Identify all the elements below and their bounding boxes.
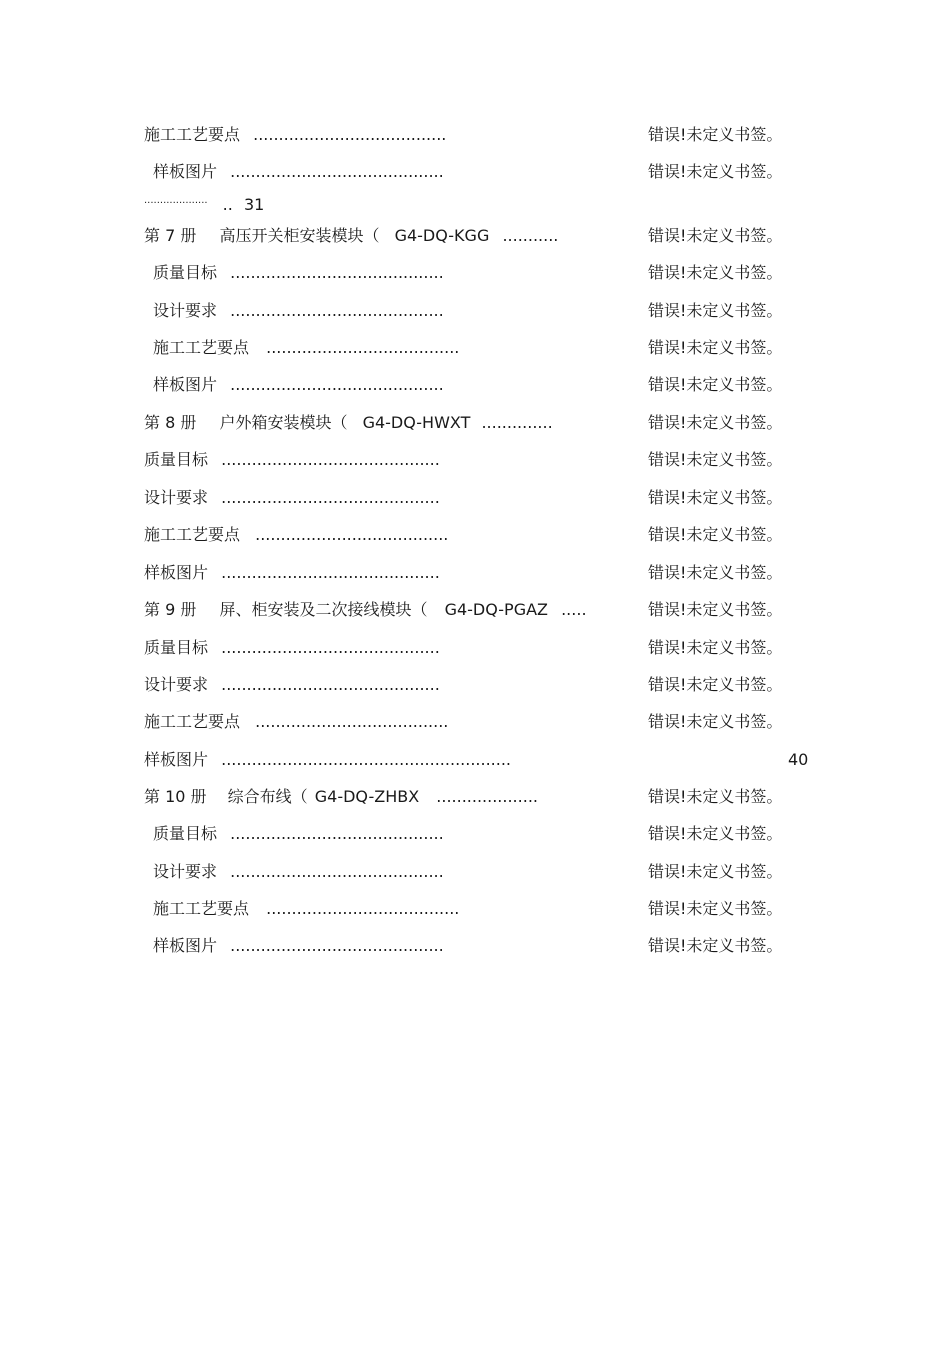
toc-entry-title: 样板图片: [153, 375, 218, 394]
toc-page-ref: 错误!未定义书签。: [648, 263, 783, 282]
toc-entry-title: 设计要求: [144, 675, 209, 694]
toc-page-number: 31: [243, 195, 265, 214]
toc-entry[interactable]: [0, 710, 950, 734]
toc-page-ref: 错误!未定义书签。: [648, 787, 783, 806]
toc-entry[interactable]: [0, 373, 950, 397]
toc-page-ref: 错误!未定义书签。: [648, 450, 783, 469]
toc-page-ref: 错误!未定义书签。: [648, 600, 783, 619]
toc-entry[interactable]: [0, 822, 950, 846]
toc-leader-dots: ......................................: [266, 899, 460, 918]
toc-leader-dots: ....................: [436, 787, 538, 806]
toc-entry[interactable]: [0, 523, 950, 547]
toc-leader-dots: ..........................................: [230, 375, 444, 394]
toc-entry-title: 施工工艺要点: [153, 338, 250, 357]
toc-page-ref: 错误!未定义书签。: [648, 862, 783, 881]
toc-page-ref: 错误!未定义书签。: [648, 899, 783, 918]
toc-entry-volume-10[interactable]: [0, 785, 950, 809]
toc-page-ref: 错误!未定义书签。: [648, 301, 783, 320]
toc-entry[interactable]: [0, 486, 950, 510]
toc-page-ref: 错误!未定义书签。: [648, 712, 783, 731]
toc-leader-dots: ..........................................: [230, 263, 444, 282]
toc-entry-title: 屏、柜安装及二次接线模块（: [219, 600, 428, 619]
toc-entry-volume-9[interactable]: [0, 598, 950, 622]
toc-page-ref: 错误!未定义书签。: [648, 525, 783, 544]
toc-page-ref: 错误!未定义书签。: [648, 824, 783, 843]
toc-leader-dots: ......................................: [266, 338, 460, 357]
toc-entry-title: 户外箱安装模块（: [219, 413, 348, 432]
toc-page-ref: 错误!未定义书签。: [648, 162, 783, 181]
toc-entry-title: 设计要求: [153, 862, 218, 881]
toc-entry[interactable]: [0, 673, 950, 697]
toc-leader-dots: ..........................................: [230, 862, 444, 881]
toc-entry[interactable]: [0, 123, 950, 147]
toc-entry-title: 设计要求: [153, 301, 218, 320]
toc-module-code: G4-DQ-HWXT: [362, 413, 471, 432]
toc-page-ref: 错误!未定义书签。: [648, 226, 783, 245]
toc-entry[interactable]: [0, 160, 950, 184]
toc-entry-title: 质量目标: [153, 824, 218, 843]
toc-entry[interactable]: [0, 299, 950, 323]
toc-entry-title: 样板图片: [144, 563, 209, 582]
toc-entry[interactable]: [0, 860, 950, 884]
toc-page-ref: 错误!未定义书签。: [648, 638, 783, 657]
toc-entry-volume-8[interactable]: [0, 411, 950, 435]
toc-entry-title: 设计要求: [144, 488, 209, 507]
toc-entry-title: 施工工艺要点: [144, 712, 241, 731]
toc-leader-dots: ...........................................: [221, 563, 440, 582]
toc-leader-dots: ...........: [502, 226, 559, 245]
toc-leader-dots: .........................................................: [221, 750, 512, 769]
toc-entry-title: 质量目标: [144, 450, 209, 469]
toc-entry-title: 综合布线（: [227, 787, 308, 806]
toc-entry-volume-7[interactable]: [0, 224, 950, 248]
toc-page-ref: 错误!未定义书签。: [648, 675, 783, 694]
toc-leader-dots: ....................: [144, 195, 208, 206]
toc-volume-prefix: 第 9 册: [144, 600, 197, 619]
toc-leader-dots: .....: [561, 600, 587, 619]
toc-leader-dots: ..........................................: [230, 162, 444, 181]
toc-leader-dots: ...........................................: [221, 675, 440, 694]
toc-leader-dots: ......................................: [255, 525, 449, 544]
toc-entry-title: 样板图片: [153, 162, 218, 181]
toc-leader-dots: ......................................: [255, 712, 449, 731]
toc-leader-dots: ...........................................: [221, 450, 440, 469]
toc-volume-prefix: 第 7 册: [144, 226, 197, 245]
toc-leader-dots: ..............: [481, 413, 553, 432]
toc-entry-title: 高压开关柜安装模块（: [219, 226, 380, 245]
toc-entry-title: 施工工艺要点: [144, 525, 241, 544]
toc-entry[interactable]: [0, 336, 950, 360]
toc-page-ref: 错误!未定义书签。: [648, 125, 783, 144]
toc-page-ref: 错误!未定义书签。: [648, 413, 783, 432]
toc-entry-title: 样板图片: [153, 936, 218, 955]
toc-entry[interactable]: [0, 636, 950, 660]
toc-leader-dots: ..: [222, 195, 233, 214]
toc-entry-title: 样板图片: [144, 750, 209, 769]
toc-entry[interactable]: [0, 261, 950, 285]
toc-entry-title: 施工工艺要点: [153, 899, 250, 918]
toc-volume-prefix: 第 10 册: [144, 787, 207, 806]
toc-leader-dots: ..........................................: [230, 824, 444, 843]
toc-leader-dots: ..........................................: [230, 936, 444, 955]
toc-leader-dots: ...........................................: [221, 638, 440, 657]
toc-module-code: G4-DQ-ZHBX: [314, 787, 420, 806]
toc-entry[interactable]: [0, 897, 950, 921]
toc-module-code: G4-DQ-PGAZ: [444, 600, 548, 619]
toc-page-ref: 错误!未定义书签。: [648, 563, 783, 582]
toc-entry-title: 质量目标: [144, 638, 209, 657]
toc-entry[interactable]: [0, 561, 950, 585]
toc-entry[interactable]: [0, 193, 950, 217]
toc-leader-dots: ......................................: [253, 125, 447, 144]
toc-leader-dots: ..........................................: [230, 301, 444, 320]
toc-entry-title: 施工工艺要点: [144, 125, 241, 144]
toc-page-ref: 错误!未定义书签。: [648, 375, 783, 394]
toc-leader-dots: ...........................................: [221, 488, 440, 507]
toc-entry-title: 质量目标: [153, 263, 218, 282]
toc-module-code: G4-DQ-KGG: [394, 226, 490, 245]
toc-page-ref: 错误!未定义书签。: [648, 936, 783, 955]
toc-page-ref: 错误!未定义书签。: [648, 488, 783, 507]
toc-entry[interactable]: [0, 934, 950, 958]
toc-page-ref: 错误!未定义书签。: [648, 338, 783, 357]
toc-entry[interactable]: [0, 448, 950, 472]
toc-volume-prefix: 第 8 册: [144, 413, 197, 432]
toc-page-number: 40: [788, 750, 809, 769]
toc-entry[interactable]: [0, 748, 950, 772]
